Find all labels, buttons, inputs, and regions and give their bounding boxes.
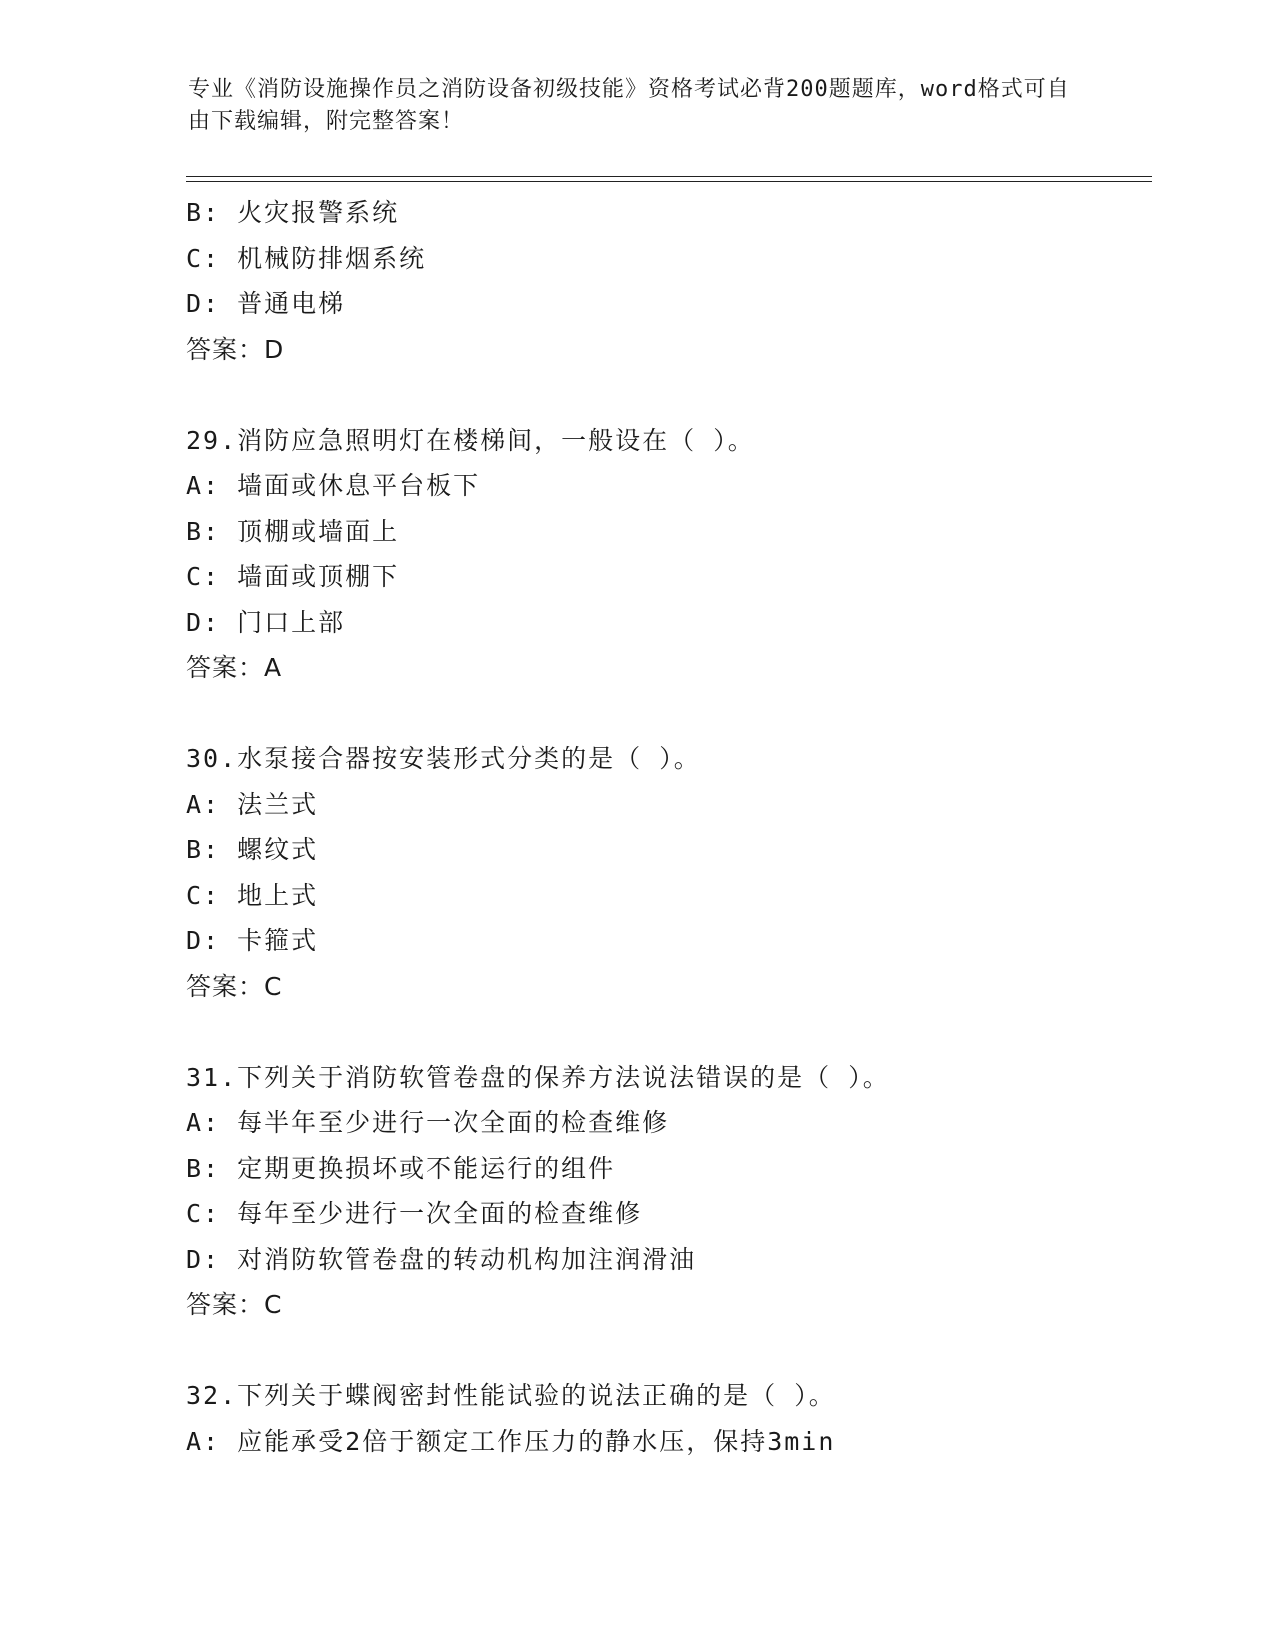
option-c: C: 机械防排烟系统 <box>186 243 427 273</box>
option-b: B: 螺纹式 <box>186 835 319 864</box>
spacer <box>186 1328 1146 1374</box>
question-stem: 32.下列关于蝶阀密封性能试验的说法正确的是（ ）。 <box>186 1381 836 1410</box>
spacer <box>186 1009 1146 1055</box>
header-divider-bottom <box>186 181 1152 182</box>
answer-line: 答案：C <box>186 971 283 1001</box>
question-32 <box>186 1373 1146 1464</box>
question-29 <box>186 418 1146 691</box>
question-list <box>186 190 1146 1464</box>
question-stem: 29.消防应急照明灯在楼梯间，一般设在（ ）。 <box>186 425 755 455</box>
option-d: D: 普通电梯 <box>186 289 346 318</box>
header-divider-top <box>186 176 1152 177</box>
question-30 <box>186 736 1146 1009</box>
option-d: D: 对消防软管卷盘的转动机构加注润滑油 <box>186 1244 697 1274</box>
option-d: D: 门口上部 <box>186 607 346 637</box>
option-b: B: 定期更换损坏或不能运行的组件 <box>186 1153 616 1183</box>
document-header <box>188 74 1078 138</box>
option-a: A: 墙面或休息平台板下 <box>186 471 481 500</box>
question-stem: 31.下列关于消防软管卷盘的保养方法说法错误的是（ ）。 <box>186 1062 890 1092</box>
answer-line: 答案：D <box>186 334 285 364</box>
answer-line: 答案：C <box>186 1290 283 1319</box>
option-c: C: 每年至少进行一次全面的检查维修 <box>186 1199 643 1228</box>
spacer <box>186 372 1146 418</box>
option-a: A: 法兰式 <box>186 789 319 819</box>
option-b: B: 顶棚或墙面上 <box>186 516 400 546</box>
option-c: C: 墙面或顶棚下 <box>186 562 400 591</box>
option-b: B: 火灾报警系统 <box>186 198 400 227</box>
spacer <box>186 691 1146 737</box>
answer-line: 答案：A <box>186 653 283 682</box>
question-stem: 30.水泵接合器按安装形式分类的是（ ）。 <box>186 744 701 773</box>
question-28-continued <box>186 190 1146 372</box>
question-31 <box>186 1055 1146 1328</box>
header-text: 专业《消防设施操作员之消防设备初级技能》资格考试必背200题题库，word格式可自由下载编辑，附完整答案！ <box>188 77 1070 134</box>
option-a: A: 每半年至少进行一次全面的检查维修 <box>186 1108 670 1137</box>
option-c: C: 地上式 <box>186 880 319 910</box>
option-a: A: 应能承受2倍于额定工作压力的静水压，保持3min <box>186 1426 836 1456</box>
option-d: D: 卡箍式 <box>186 926 319 955</box>
